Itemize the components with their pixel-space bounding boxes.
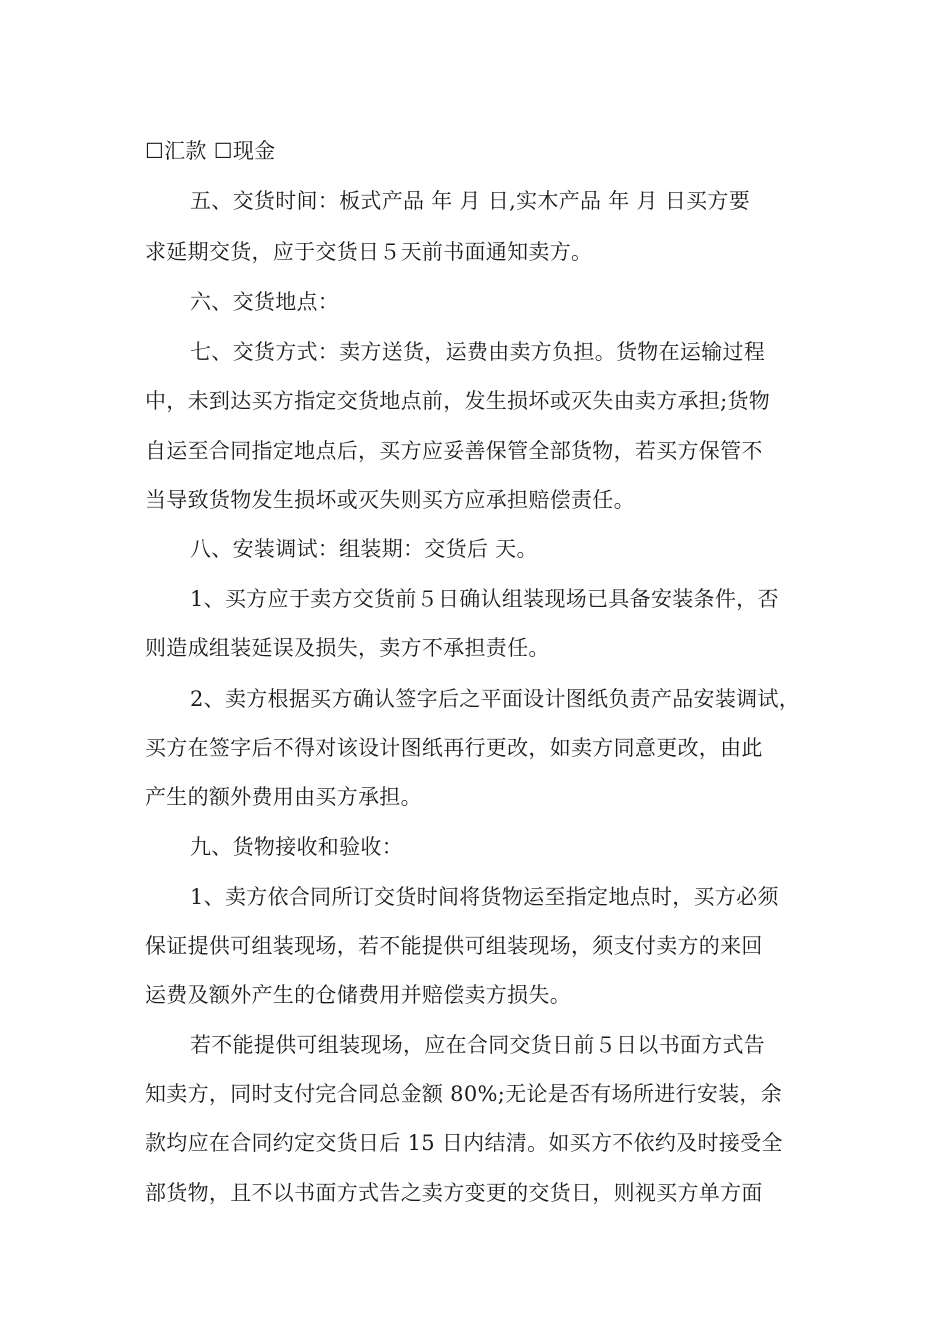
clause-8-item-1: 1、买方应于卖方交货前５日确认组装现场已具备安装条件，否: [190, 587, 779, 611]
text-line: 知卖方，同时支付完合同总金额 80%;无论是否有场所进行安装，余: [145, 1082, 783, 1106]
clause-8-item-2: 2、卖方根据买方确认签字后之平面设计图纸负责产品安装调试，: [190, 687, 801, 711]
text-line: 中，未到达买方指定交货地点前，发生损坏或灭失由卖方承担;货物: [145, 389, 771, 413]
text-line: 款均应在合同约定交货日后 15 日内结清。如买方不依约及时接受全: [145, 1131, 783, 1155]
payment-options-line: ☐汇款 ☐现金: [145, 139, 276, 163]
paragraph-start: 若不能提供可组装现场，应在合同交货日前５日以书面方式告: [190, 1033, 766, 1057]
text-line: 求延期交货，应于交货日５天前书面通知卖方。: [145, 240, 593, 264]
clause-9-item-1: 1、卖方依合同所订交货时间将货物运至指定地点时，买方必须: [190, 885, 779, 909]
text-line: 自运至合同指定地点后，买方应妥善保管全部货物，若买方保管不: [145, 439, 763, 463]
text-line: 运费及额外产生的仓储费用并赔偿卖方损失。: [145, 983, 571, 1007]
clause-9-acceptance: 九、货物接收和验收：: [190, 835, 403, 859]
clause-8-installation: 八、安装调试：组装期：交货后 天。: [190, 537, 538, 561]
clause-5-delivery-time: 五、交货时间：板式产品 年 月 日,实木产品 年 月 日买方要: [190, 189, 751, 213]
text-line: 保证提供可组装现场，若不能提供可组装现场，须支付卖方的来回: [145, 934, 763, 958]
text-line: 买方在签字后不得对该设计图纸再行更改，如卖方同意更改，由此: [145, 736, 763, 760]
text-line: 则造成组装延误及损失，卖方不承担责任。: [145, 636, 550, 660]
text-line: 部货物，且不以书面方式告之卖方变更的交货日，则视买方单方面: [145, 1181, 763, 1205]
clause-6-delivery-location: 六、交货地点：: [190, 290, 340, 314]
text-line: 产生的额外费用由买方承担。: [145, 785, 422, 809]
clause-7-delivery-method: 七、交货方式：卖方送货，运费由卖方负担。货物在运输过程: [190, 340, 766, 364]
text-line: 当导致货物发生损坏或灭失则买方应承担赔偿责任。: [145, 488, 635, 512]
